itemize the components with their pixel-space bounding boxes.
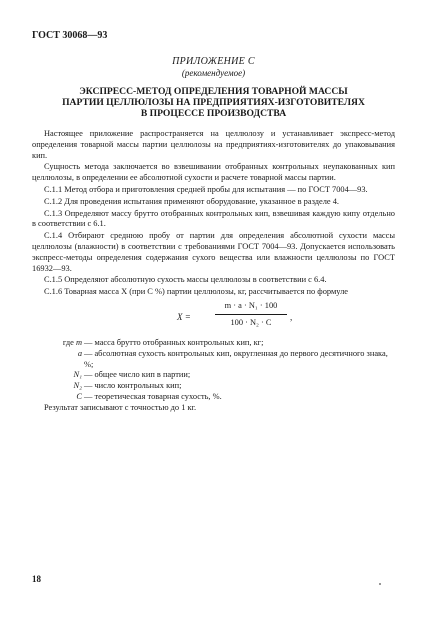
paragraph-c1-4: С.1.4 Отбирают среднюю пробу от партии для определения абсолютной сухости массы целлюлозы (влажности) в соответствии с требованиями ГОСТ 7004—93. Допускается использовать экспресс-методы определения содержания сухого вещества или влажности целлюлозы по ГОСТ 16932—93. xyxy=(32,231,395,273)
formula-fraction xyxy=(215,301,287,329)
definition-row xyxy=(32,338,395,349)
definition-row xyxy=(32,349,395,371)
definitions-list xyxy=(32,338,395,403)
definition-text: — масса брутто отобранных контрольных кип, кг; xyxy=(84,337,264,347)
section-title xyxy=(0,86,427,119)
appendix-subtitle: (рекомендуемое) xyxy=(181,68,246,78)
definition-row xyxy=(32,392,395,403)
section-title-line: ПАРТИИ ЦЕЛЛЮЛОЗЫ НА ПРЕДПРИЯТИЯХ-ИЗГОТОВИТЕЛЯХ xyxy=(62,97,365,108)
formula-denominator: 100 · N₂ · C xyxy=(230,317,272,327)
appendix-title: ПРИЛОЖЕНИЕ С xyxy=(172,56,255,67)
paragraph-c1-1: С.1.1 Метод отбора и приготовления средней пробы для испытания — по ГОСТ 7004—93. xyxy=(44,184,368,194)
definition-row xyxy=(32,381,395,392)
formula-trail: , xyxy=(290,311,293,322)
paragraph-c1-6: С.1.6 Товарная масса X (при С %) партии целлюлозы, кг, рассчитывается по формуле xyxy=(44,287,348,297)
definition-symbol: C xyxy=(76,391,82,401)
paragraph-c1-3: С.1.3 Определяют массу брутто отобранных контрольных кип, взвешивая каждую кипу отдельно в соответствии с 6.1. xyxy=(32,208,395,229)
result-note: Результат записывают с точностью до 1 кг. xyxy=(44,402,197,412)
formula-lhs: X = xyxy=(177,311,191,322)
formula-numerator: m · a · N₁ · 100 xyxy=(215,301,287,315)
document-body xyxy=(32,129,395,415)
paragraph-essence: Сущность метода заключается во взвешивании отобранных контрольных неупакованных кип целлюлозы, в определении ее абсолютной сухости и расчете товарной массы партии. xyxy=(32,162,395,183)
paragraph-c1-5: С.1.5 Определяют абсолютную сухость массы целлюлозы в соответствии с 6.4. xyxy=(44,275,327,285)
page-number: 18 xyxy=(32,574,41,584)
definition-text: — теоретическая товарная сухость, %. xyxy=(84,391,222,401)
definition-text: — общее число кип в партии; xyxy=(84,370,191,380)
scan-speck xyxy=(379,583,381,585)
definition-row xyxy=(32,370,395,381)
definition-symbol: где m xyxy=(62,337,82,347)
standard-header: ГОСТ 30068—93 xyxy=(32,30,108,41)
section-title-line: В ПРОЦЕССЕ ПРОИЗВОДСТВА xyxy=(140,108,287,119)
section-title-line: ЭКСПРЕСС-МЕТОД ОПРЕДЕЛЕНИЯ ТОВАРНОЙ МАССЫ xyxy=(79,86,348,97)
formula xyxy=(32,300,395,336)
definition-text: — число контрольных кип; xyxy=(84,381,182,391)
definition-text: — абсолютная сухость контрольных кип, округленная до первого десятичного знака, %; xyxy=(84,348,388,369)
definition-symbol: N₁ xyxy=(73,370,82,380)
paragraph-intro: Настоящее приложение распространяется на целлюлозу и устанавливает экспресс-метод определения товарной массы партии целлюлозы на предприятиях-изготовителях до упаковывания кип. xyxy=(32,129,395,160)
definition-symbol: N₂ xyxy=(73,381,82,391)
paragraph-c1-2: С.1.2 Для проведения испытания применяют оборудование, указанное в разделе 4. xyxy=(44,196,339,206)
definition-symbol: a xyxy=(77,348,82,358)
